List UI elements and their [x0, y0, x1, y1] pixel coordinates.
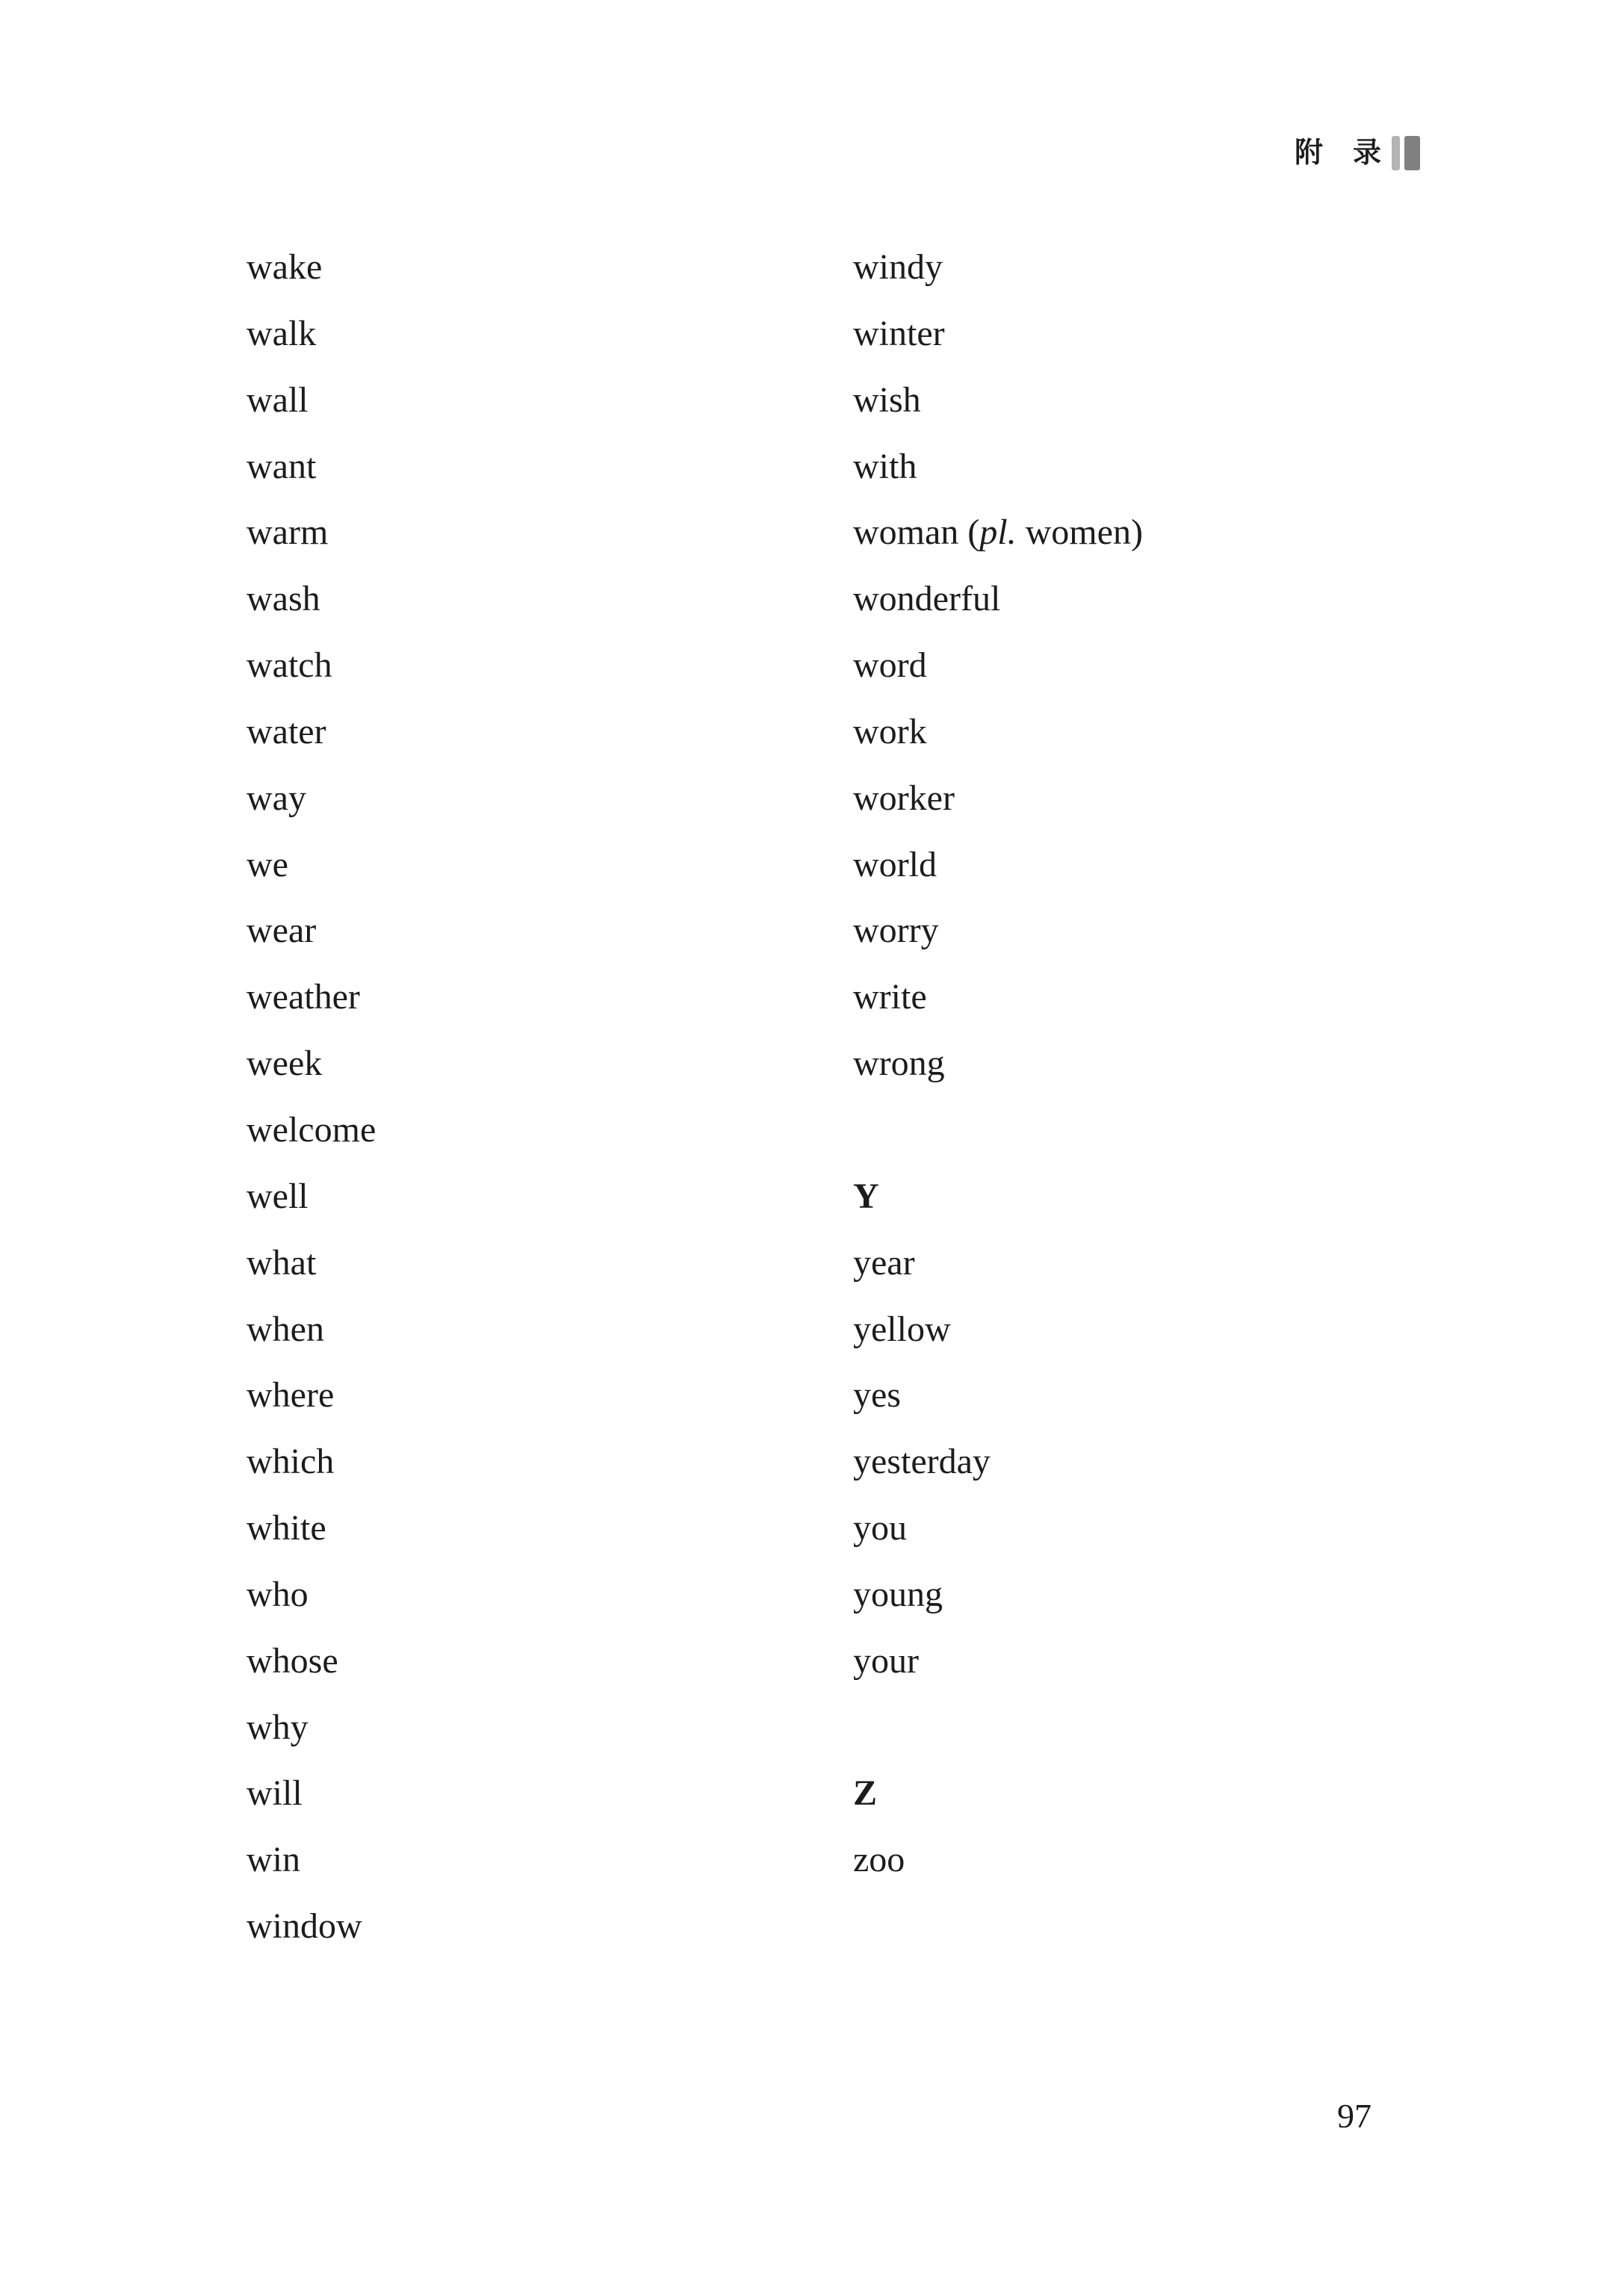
word-text: wash	[247, 579, 320, 619]
word-text: work	[853, 711, 927, 751]
word-row	[247, 1695, 1442, 1761]
word-text: worker	[853, 778, 955, 818]
word-row	[247, 1894, 1442, 1960]
word-text: week	[247, 1044, 323, 1084]
word-text: water	[247, 711, 326, 751]
word-cell-right	[853, 1495, 1442, 1562]
word-row	[247, 1363, 1442, 1429]
word-row	[247, 1827, 1442, 1894]
word-text: weather	[247, 977, 360, 1017]
word-cell-right	[853, 1031, 1442, 1097]
word-text: where	[247, 1375, 335, 1416]
word-cell-right	[853, 699, 1442, 766]
word-text: write	[853, 977, 927, 1017]
word-row	[247, 235, 1442, 301]
word-text: women)	[1016, 512, 1143, 553]
word-cell-left	[247, 500, 853, 566]
word-row	[247, 1164, 1442, 1230]
word-text: watch	[247, 645, 332, 686]
word-cell-right	[853, 766, 1442, 832]
word-row	[247, 633, 1442, 699]
word-text: woman (	[853, 512, 980, 553]
word-cell-left	[247, 1894, 853, 1960]
appendix-title: 附 录	[1295, 137, 1383, 169]
word-cell-left	[247, 1761, 853, 1827]
word-cell-left	[247, 1097, 853, 1164]
word-text: we	[247, 844, 288, 884]
word-text: winter	[853, 313, 945, 353]
word-cell-left	[247, 1297, 853, 1363]
word-cell-left	[247, 1230, 853, 1297]
word-text: wear	[247, 911, 317, 951]
decor-bar-light	[1392, 136, 1400, 170]
word-text: when	[247, 1309, 324, 1349]
word-text: warm	[247, 512, 329, 553]
word-cell-right	[853, 1230, 1442, 1297]
word-text: what	[247, 1242, 317, 1283]
word-text: worry	[853, 911, 939, 951]
word-cell-right	[853, 1562, 1442, 1628]
word-cell-right	[853, 301, 1442, 368]
word-text: with	[853, 446, 917, 486]
word-text: walk	[247, 313, 317, 353]
word-cell-left	[247, 1628, 853, 1695]
word-row	[247, 1429, 1442, 1495]
word-rows	[247, 235, 1442, 1960]
word-row	[247, 1562, 1442, 1628]
word-cell-left	[247, 301, 853, 368]
word-cell-left	[247, 1164, 853, 1230]
word-row	[247, 301, 1442, 368]
word-text: welcome	[247, 1109, 376, 1150]
word-cell-right	[853, 1363, 1442, 1429]
word-cell-right	[853, 1164, 1442, 1230]
word-cell-right	[853, 1297, 1442, 1363]
word-row	[247, 898, 1442, 964]
word-text: year	[853, 1242, 915, 1283]
word-row	[247, 500, 1442, 566]
word-text: which	[247, 1442, 335, 1482]
page-number: 97	[1337, 2097, 1372, 2135]
word-row	[247, 1297, 1442, 1363]
word-text: window	[247, 1906, 362, 1947]
word-text: white	[247, 1508, 326, 1549]
page-header	[1295, 134, 1420, 172]
word-cell-right	[853, 633, 1442, 699]
word-cell-left	[247, 964, 853, 1031]
word-cell-left	[247, 1429, 853, 1495]
word-cell-left	[247, 766, 853, 832]
word-cell-right	[853, 964, 1442, 1031]
word-cell-left	[247, 699, 853, 766]
word-text: win	[247, 1840, 300, 1880]
word-text: wake	[247, 247, 323, 287]
word-cell-right	[853, 1628, 1442, 1695]
word-text: yes	[853, 1375, 901, 1416]
word-row	[247, 964, 1442, 1031]
word-cell-left	[247, 235, 853, 301]
word-text: whose	[247, 1640, 338, 1681]
word-cell-right	[853, 1695, 1442, 1761]
word-cell-left	[247, 1495, 853, 1562]
word-text: young	[853, 1574, 943, 1614]
word-text: world	[853, 844, 937, 884]
word-row	[247, 566, 1442, 633]
word-text: zoo	[853, 1840, 905, 1880]
word-row	[247, 1628, 1442, 1695]
word-cell-left	[247, 633, 853, 699]
word-cell-right	[853, 434, 1442, 500]
word-text: pl.	[979, 512, 1017, 553]
word-cell-left	[247, 1562, 853, 1628]
word-cell-right	[853, 1761, 1442, 1827]
word-text: yesterday	[853, 1442, 991, 1482]
word-text: why	[247, 1707, 309, 1747]
word-row	[247, 1031, 1442, 1097]
word-cell-left	[247, 566, 853, 633]
word-cell-left	[247, 832, 853, 899]
word-text: wall	[247, 379, 309, 420]
word-cell-right	[853, 500, 1442, 566]
word-text: way	[247, 778, 306, 818]
word-text: wrong	[853, 1044, 945, 1084]
word-cell-right	[853, 1827, 1442, 1894]
word-row	[247, 1495, 1442, 1562]
word-cell-right	[853, 1894, 1442, 1960]
word-row	[247, 1230, 1442, 1297]
word-row	[247, 766, 1442, 832]
word-row	[247, 434, 1442, 500]
word-cell-left	[247, 1827, 853, 1894]
word-row	[247, 699, 1442, 766]
word-text: well	[247, 1176, 309, 1216]
word-text: who	[247, 1574, 309, 1614]
word-cell-right	[853, 1097, 1442, 1164]
word-text: will	[247, 1773, 303, 1814]
word-row	[247, 1761, 1442, 1827]
word-text: want	[247, 446, 317, 486]
word-cell-left	[247, 898, 853, 964]
word-text: you	[853, 1508, 907, 1549]
word-cell-right	[853, 832, 1442, 899]
section-letter: Z	[853, 1773, 878, 1814]
word-text: wish	[853, 379, 921, 420]
word-text: yellow	[853, 1309, 951, 1349]
decor-bar-dark	[1404, 136, 1420, 170]
word-cell-left	[247, 368, 853, 434]
header-decor-bars	[1392, 136, 1420, 170]
word-cell-right	[853, 368, 1442, 434]
word-cell-right	[853, 1429, 1442, 1495]
word-cell-left	[247, 434, 853, 500]
word-cell-right	[853, 566, 1442, 633]
word-text: your	[853, 1640, 919, 1681]
word-cell-right	[853, 898, 1442, 964]
word-row	[247, 832, 1442, 899]
section-letter: Y	[853, 1176, 879, 1216]
word-cell-left	[247, 1363, 853, 1429]
word-text: wonderful	[853, 579, 1001, 619]
word-cell-left	[247, 1031, 853, 1097]
word-row	[247, 1097, 1442, 1164]
word-cell-right	[853, 235, 1442, 301]
word-text: word	[853, 645, 927, 686]
word-cell-left	[247, 1695, 853, 1761]
word-row	[247, 368, 1442, 434]
word-text: windy	[853, 247, 943, 287]
